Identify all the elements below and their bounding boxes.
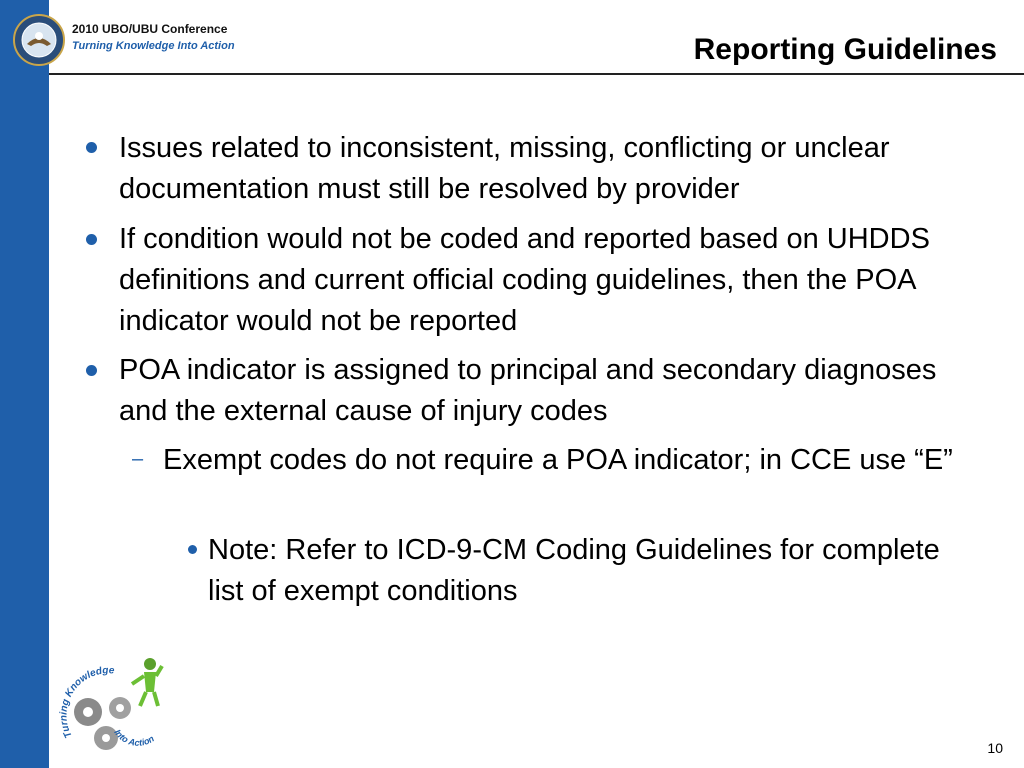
bullet-item: Issues related to inconsistent, missing, conflicting or unclear documentation must still be resolved by provider [119, 132, 890, 205]
logo-text-line2: Into Action [112, 727, 156, 748]
bullet-dot [188, 545, 197, 554]
sub-sub-bullet-item: Note: Refer to ICD-9-CM Coding Guidelines for complete list of exempt conditions [208, 534, 940, 607]
header-divider [49, 73, 1024, 75]
turning-knowledge-logo [58, 650, 170, 758]
bullet-item: If condition would not be coded and reported based on UHDDS definitions and current official coding guidelines, then the POA indicator would not be reported [119, 223, 930, 337]
dod-seal-icon [13, 14, 65, 66]
bullet-dot [86, 365, 97, 376]
bullet-dot [86, 142, 97, 153]
conference-title: 2010 UBO/UBU Conference [72, 22, 228, 36]
page-number: 10 [987, 740, 1003, 756]
side-bar [0, 0, 49, 768]
logo-text-line1: Turning Knowledge [58, 665, 115, 740]
sub-bullet-item: Exempt codes do not require a POA indicator; in CCE use “E” [163, 444, 953, 476]
sub-bullet-dash: – [132, 448, 144, 470]
bullet-item: POA indicator is assigned to principal and secondary diagnoses and the external cause of injury codes [119, 354, 937, 427]
svg-text:Into Action [112, 728, 156, 748]
person-icon [132, 658, 162, 706]
slide-title: Reporting Guidelines [693, 33, 997, 66]
bullet-dot [86, 234, 97, 245]
conference-tagline: Turning Knowledge Into Action [72, 40, 235, 52]
